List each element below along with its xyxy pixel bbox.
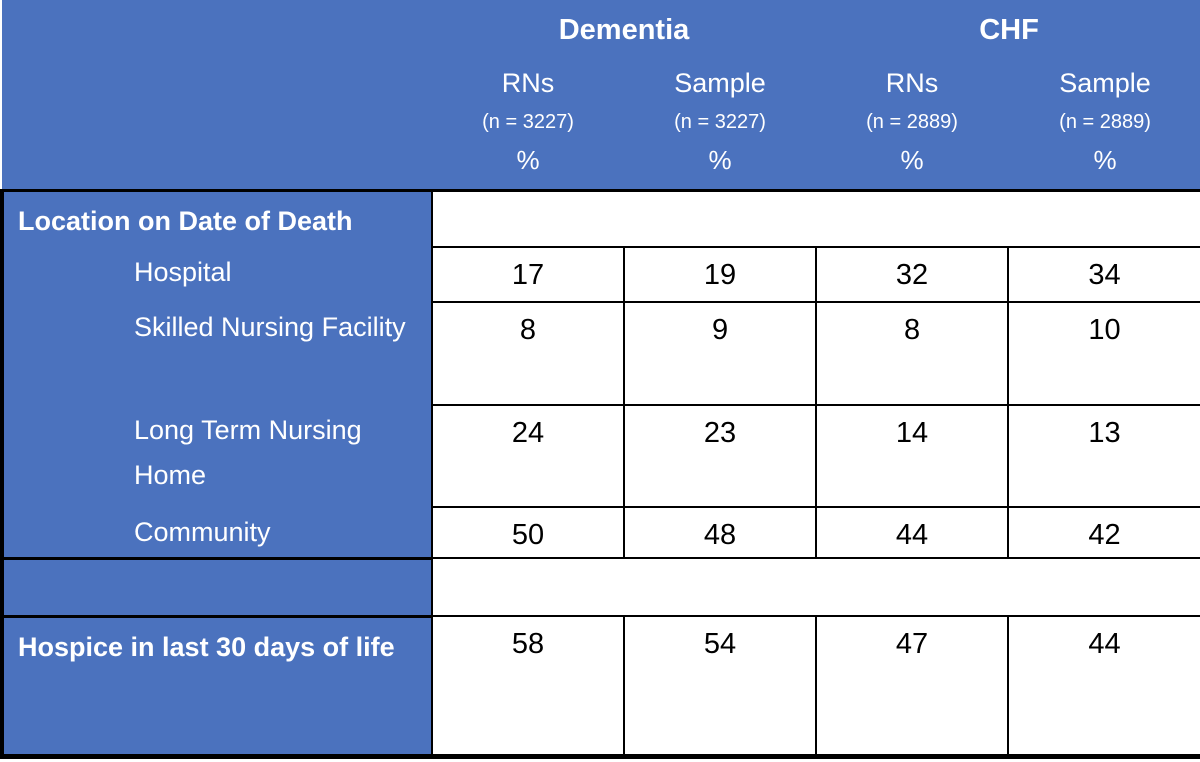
data-cell: 42 <box>1008 507 1200 558</box>
header-corner-blank <box>2 0 432 54</box>
data-cell: 19 <box>624 247 816 302</box>
data-cell: 58 <box>432 616 624 756</box>
col-unit: % <box>516 145 540 175</box>
col-unit: % <box>708 145 732 175</box>
col-name: RNs <box>501 68 555 98</box>
data-cell: 14 <box>816 405 1008 507</box>
data-cell: 48 <box>624 507 816 558</box>
col-header-dementia-rns <box>432 54 624 190</box>
data-cell: 9 <box>624 302 816 405</box>
row-label-hospital: Hospital <box>2 247 432 302</box>
data-cell: 32 <box>816 247 1008 302</box>
data-cell: 10 <box>1008 302 1200 405</box>
data-cell: 44 <box>816 507 1008 558</box>
spacer-merged-cell <box>432 558 1200 616</box>
row-label-community: Community <box>2 507 432 558</box>
data-cell: 24 <box>432 405 624 507</box>
col-name: Sample <box>674 68 766 98</box>
section-header-location: Location on Date of Death <box>2 190 432 247</box>
col-sample-size: (n = 2889) <box>1059 111 1151 133</box>
col-header-dementia-sample <box>624 54 816 190</box>
data-cell: 13 <box>1008 405 1200 507</box>
empty-merged-cell <box>432 190 1200 247</box>
col-header-chf-rns <box>816 54 1008 190</box>
group-header-dementia: Dementia <box>432 0 816 54</box>
col-sample-size: (n = 2889) <box>866 111 958 133</box>
data-cell: 17 <box>432 247 624 302</box>
row-label-long-term-nursing-home: Long Term Nursing Home <box>2 405 432 507</box>
col-sample-size: (n = 3227) <box>674 111 766 133</box>
col-unit: % <box>1093 145 1117 175</box>
group-header-chf: CHF <box>816 0 1200 54</box>
spacer-row-label-blank <box>2 558 432 616</box>
row-label-skilled-nursing-facility: Skilled Nursing Facility <box>2 302 432 405</box>
col-name: Sample <box>1059 68 1151 98</box>
data-cell: 50 <box>432 507 624 558</box>
col-name: RNs <box>885 68 939 98</box>
data-cell: 44 <box>1008 616 1200 756</box>
data-cell: 47 <box>816 616 1008 756</box>
data-cell: 23 <box>624 405 816 507</box>
data-cell: 8 <box>432 302 624 405</box>
row-label-hospice: Hospice in last 30 days of life <box>2 616 432 756</box>
col-unit: % <box>900 145 924 175</box>
col-header-chf-sample <box>1008 54 1200 190</box>
header-blank <box>2 54 432 190</box>
data-cell: 34 <box>1008 247 1200 302</box>
data-cell: 8 <box>816 302 1008 405</box>
col-sample-size: (n = 3227) <box>482 111 574 133</box>
data-cell: 54 <box>624 616 816 756</box>
